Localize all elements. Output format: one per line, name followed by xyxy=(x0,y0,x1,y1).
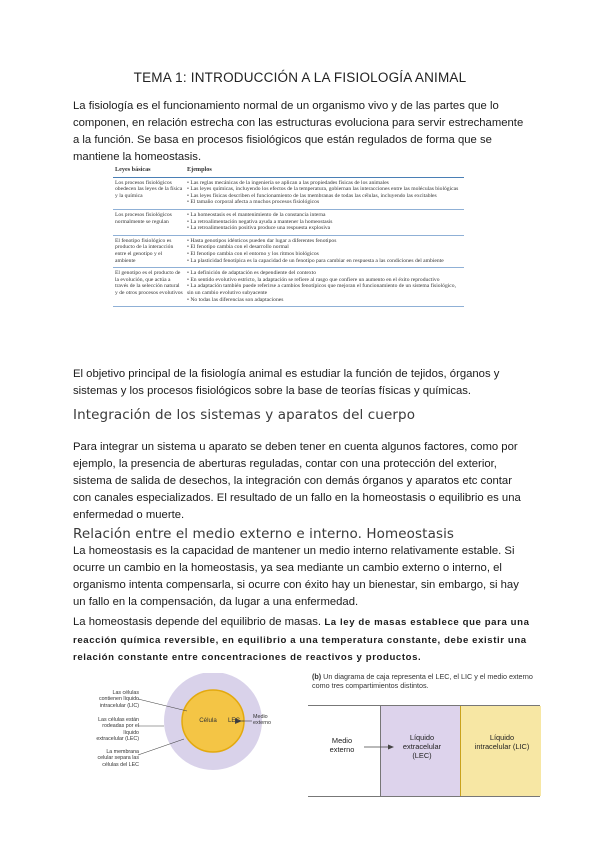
label-lec: LEC xyxy=(227,717,241,724)
table-row xyxy=(113,177,464,209)
physiology-laws-table xyxy=(113,166,464,307)
mass-balance-lead: La homeostasis depende del equilibrio de masas. xyxy=(73,616,322,628)
law-cell: El genotipo es el producto de la evolución, que actúa a través de la selección natural y de otros procesos evolutivos xyxy=(113,268,185,307)
example-item: • Las reglas mecánicas de la ingeniería se aplican a las propiedades físicas de los animales xyxy=(187,180,462,187)
page-title: TEMA 1: INTRODUCCIÓN A LA FISIOLOGÍA ANIMAL xyxy=(133,70,467,85)
example-item: • Las leyes físicas describen el funcionamiento de las membranas de todas las células, incluyendo las excitables xyxy=(187,193,462,200)
label-external: Medio externo xyxy=(253,714,271,727)
label-cells-lec: Las células están rodeadas por el líquido extracelular (LEC) xyxy=(96,717,139,743)
example-item: • Las leyes químicas, incluyendo los efectos de la temperatura, gobiernan las interacciones entre las moléculas biológicas xyxy=(187,186,462,193)
integration-paragraph: Para integrar un sistema u aparato se deben tener en cuenta algunos factores, como por ejemplo, la presencia de aberturas reguladas, contar con una protección del exterior, sistema de salida de desechos, la integración con demás órganos y aparatos etc contar con canales especializados. El resultado de un fallo en la homeostasis o equilibrio es una enfermedad o muerte. xyxy=(73,441,521,521)
examples-cell xyxy=(185,268,464,307)
example-item: • Hasta genotipos idénticos pueden dar lugar a diferentes fenotipos xyxy=(187,238,462,245)
caption-letter: (b) xyxy=(312,672,322,681)
label-cell: Célula xyxy=(199,717,217,724)
examples-cell xyxy=(185,235,464,267)
example-item: • La retroalimentación negativa ayuda a mantener la homeostasis xyxy=(187,219,462,226)
diagram-b-caption xyxy=(312,672,534,690)
box-label-external: Medio externo xyxy=(329,736,355,754)
law-cell: Los procesos fisiológicos obedecen las leyes de la física y la química xyxy=(113,177,185,209)
law-cell: El fenotipo fisiológico es producto de la interacción entre el genotipo y el ambiente xyxy=(113,235,185,267)
table-header-laws: Leyes básicas xyxy=(113,166,185,177)
table-row xyxy=(113,209,464,235)
box-label-lec: Líquido extracelular (LEC) xyxy=(402,733,442,760)
section-heading-integration: Integración de los sistemas y aparatos del cuerpo xyxy=(73,407,416,423)
examples-cell xyxy=(185,209,464,235)
label-cells-lic: Las células contienen líquido intracelular (LIC) xyxy=(98,690,139,709)
table-header-examples: Ejemplos xyxy=(185,166,464,177)
example-item: • No todas las diferencias son adaptaciones xyxy=(187,297,462,304)
example-item: • La definición de adaptación es dependiente del contexto xyxy=(187,270,462,277)
examples-cell xyxy=(185,177,464,209)
cell-lec-diagram xyxy=(95,673,300,823)
example-item: • La adaptación también puede referirse a cambios fenotípicos que mejoran el funcionamiento de un sistema fisiológico, sin un cambio evolutivo subyacente xyxy=(187,283,462,296)
caption-text: Un diagrama de caja representa el LEC, el LIC y el medio externo como tres compartimientos distintos. xyxy=(312,672,533,690)
example-item: • El tamaño corporal afecta a muchos procesos fisiológicos xyxy=(187,199,462,206)
example-item: • La plasticidad fenotípica es la capacidad de un fenotipo para cambiar en respuesta a las condiciones del ambiente xyxy=(187,258,462,265)
example-item: • La homeostasis es el mantenimiento de la constancia interna xyxy=(187,212,462,219)
compartment-box-diagram xyxy=(308,672,540,832)
example-item: • El fenotipo cambia con el entorno y los ritmos biológicos xyxy=(187,251,462,258)
example-item: • En sentido evolutivo estricto, la adaptación se refiere al rasgo que confiere un aumento en el éxito reproductivo xyxy=(187,277,462,284)
table-row xyxy=(113,268,464,307)
section-heading-homeostasis: Relación entre el medio externo e interno. Homeostasis xyxy=(73,526,455,542)
compartment-box xyxy=(308,705,540,797)
box-label-lic: Líquido intracelular (LIC) xyxy=(474,733,530,751)
example-item: • El fenotipo cambia con el desarrollo normal xyxy=(187,244,462,251)
label-membrane: La membrana celular separa las células del LEC xyxy=(97,749,139,768)
law-cell: Los procesos fisiológicos normalmente se regulan xyxy=(113,209,185,235)
example-item: • La retroalimentación positiva produce una respuesta explosiva xyxy=(187,225,462,232)
intro-paragraph: La fisiología es el funcionamiento normal de un organismo vivo y de las partes que lo componen, en relación estrecha con las estructuras evoluciona para servir estrechamente a la función. Se basa en procesos fisiológicos que están regulados de forma que se mantiene la homeostasis. xyxy=(73,100,524,163)
objective-paragraph: El objetivo principal de la fisiología animal es estudiar la función de tejidos, órganos y sistemas y los procesos fisiológicos sobre la base de teorías físicas y químicas. xyxy=(73,368,500,397)
mass-balance-paragraph xyxy=(73,614,531,667)
mass-law-text: La ley de masas establece que para una reacción química reversible, en equilibrio a una temperatura constante, debe existir una relación constante entre concentraciones de reactivos y productos. xyxy=(73,617,530,663)
table-row xyxy=(113,235,464,267)
homeostasis-paragraph: La homeostasis es la capacidad de mantener un medio interno relativamente estable. Si ocurre un cambio en la homeostasis, ya sea mediante un cambio externo o interno, el organismo intenta compensarla, si ocurre con éxito hay un bienestar, sin embargo, si hay un fallo en la compensación, da lugar a una enfermedad. xyxy=(73,545,519,608)
